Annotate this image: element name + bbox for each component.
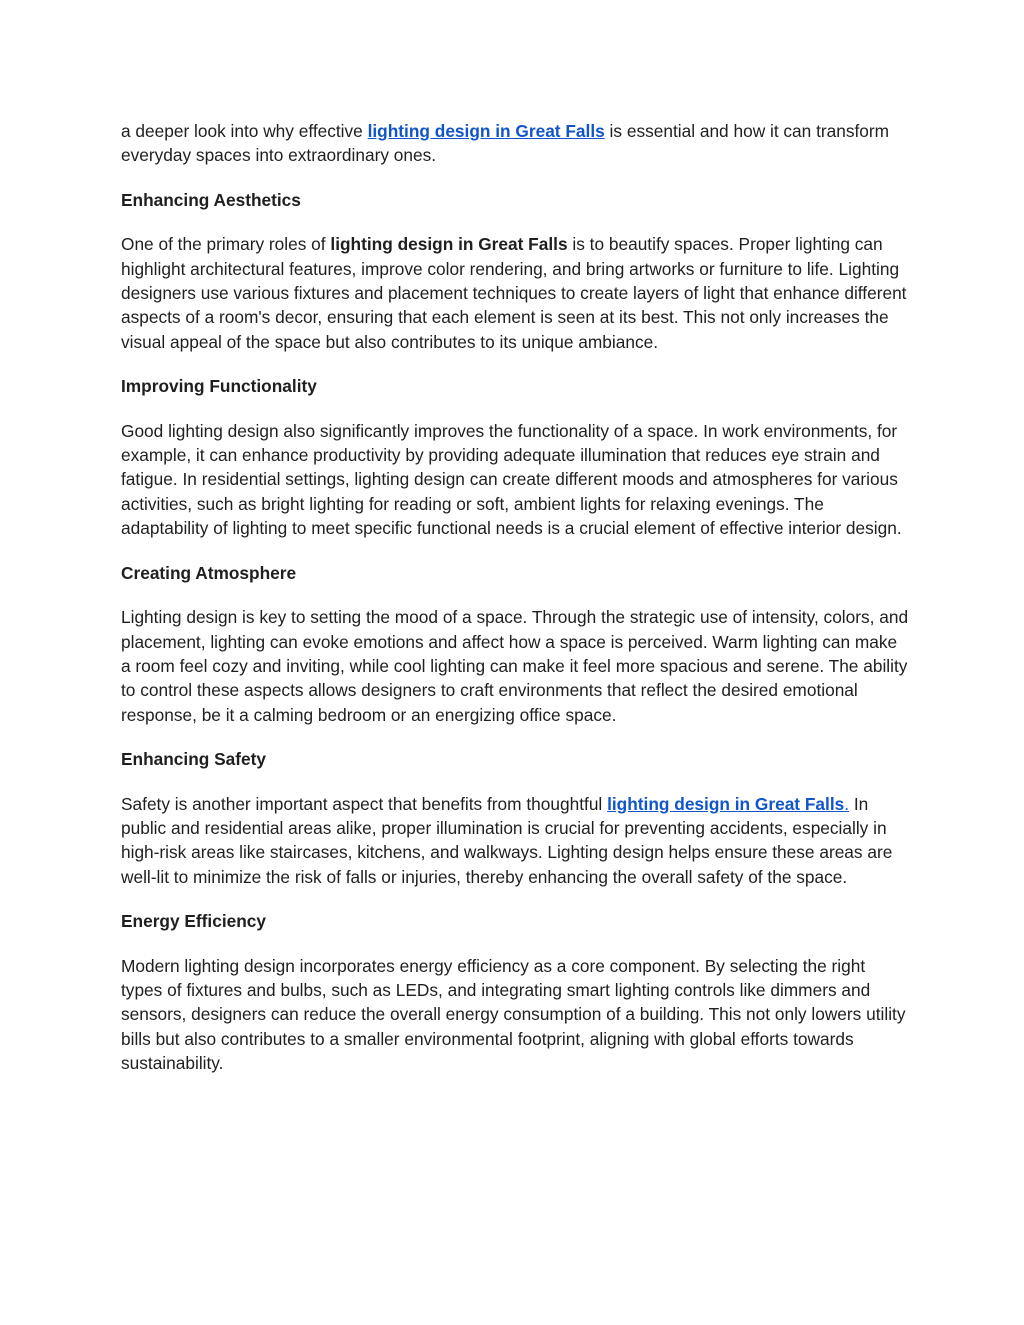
aesthetics-text-before-bold: One of the primary roles of — [121, 234, 331, 255]
heading-energy-efficiency: Energy Efficiency — [121, 911, 267, 932]
atmosphere-paragraph: Lighting design is key to setting the mood of a space. Through the strategic use of intensity, colors, and placement, lighting can evoke emotions and affect how a space is perceived. Warm lighting can make a room feel cozy and inviting, while cool lighting can make it feel more spacious and serene. The ability to control these aspects allows designers to craft environments that reflect the desired emotional response, be it a calming bedroom or an energizing office space. — [121, 607, 909, 725]
safety-text-before-link: Safety is another important aspect that benefits from thoughtful — [121, 793, 608, 814]
aesthetics-bold-phrase: lighting design in Great Falls — [330, 234, 568, 255]
safety-text-after-link: In public and residential areas alike, proper illumination is crucial for preventing accidents, especially in high-risk areas like staircases, kitchens, and walkways. Lighting design helps ensure these areas are well-lit to minimize the risk of falls or injuries, thereby enhancing the overall safety of the space. — [121, 793, 893, 887]
aesthetics-text-after-bold: is to beautify spaces. Proper lighting can highlight architectural features, improve color rendering, and bring artworks or furniture to life. Lighting designers use various fixtures and placement techniques to create layers of light that enhance different aspects of a room's decor, ensuring that each element is seen at its best. This not only increases the visual appeal of the space but also contributes to its unique ambiance. — [121, 234, 907, 352]
intro-text-before-link: a deeper look into why effective — [121, 121, 368, 141]
safety-lighting-design-link[interactable]: lighting design in Great Falls — [607, 793, 845, 814]
safety-link-period[interactable]: . — [844, 793, 850, 814]
heading-enhancing-safety: Enhancing Safety — [121, 749, 267, 770]
document-page — [121, 119, 911, 1096]
heading-enhancing-aesthetics: Enhancing Aesthetics — [121, 189, 301, 210]
energy-paragraph: Modern lighting design incorporates energy efficiency as a core component. By selecting the right types of fixtures and bulbs, such as LEDs, and integrating smart lighting controls like dimmers and sensors, designers can reduce the overall energy consumption of a building. This not only lowers utility bills but also contributes to a smaller environmental footprint, aligning with global efforts towards sustainability. — [121, 955, 906, 1074]
aesthetics-paragraph — [121, 232, 911, 354]
intro-text-after-link: is essential and how it can transform everyday spaces into extraordinary ones. — [121, 121, 890, 166]
safety-paragraph — [121, 792, 911, 890]
heading-creating-atmosphere: Creating Atmosphere — [121, 562, 297, 583]
intro-paragraph — [121, 119, 911, 168]
lighting-design-link[interactable]: lighting design in Great Falls — [367, 121, 605, 141]
functionality-paragraph: Good lighting design also significantly improves the functionality of a space. In work environments, for example, it can enhance productivity by providing adequate illumination that reduces eye strain and fatigue. In residential settings, lighting design can create different moods and atmospheres for various activities, such as bright lighting for reading or soft, ambient lights for relaxing evenings. The adaptability of lighting to meet specific functional needs is a crucial element of effective interior design. — [121, 420, 902, 539]
heading-improving-functionality: Improving Functionality — [121, 376, 317, 397]
